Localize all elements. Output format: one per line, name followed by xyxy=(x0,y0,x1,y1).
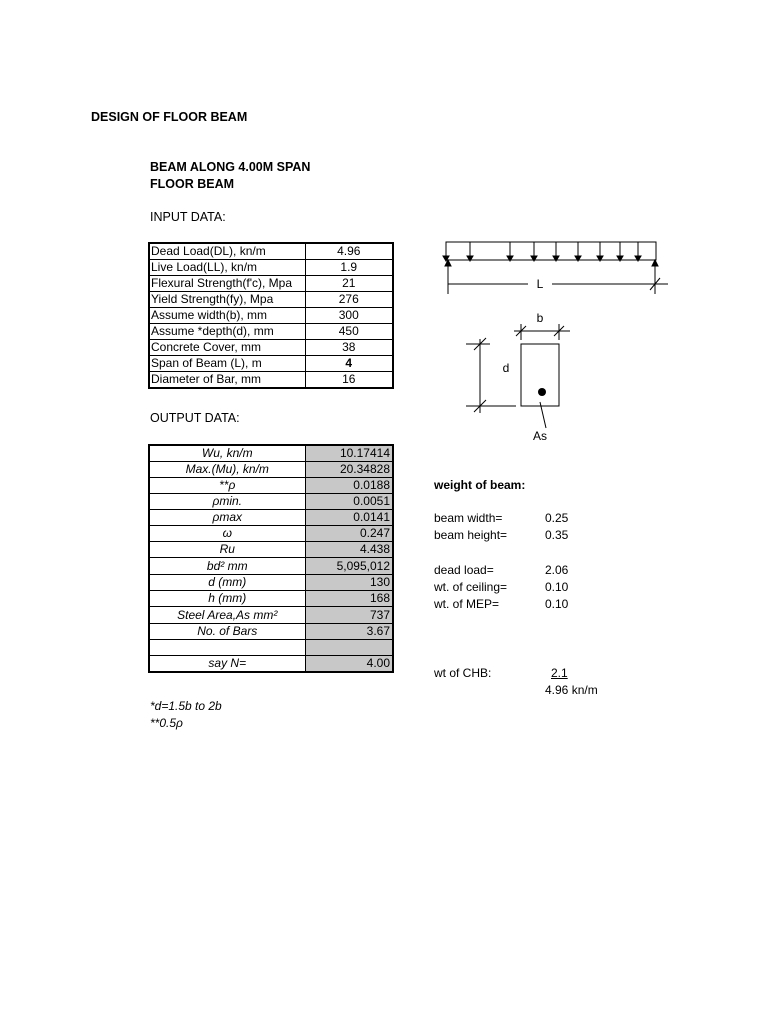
input-label: Span of Beam (L), m xyxy=(149,356,305,372)
note-depth: *d=1.5b to 2b xyxy=(150,699,222,713)
output-label: Max.(Mu), kn/m xyxy=(149,462,305,478)
output-value: 3.67 xyxy=(305,624,393,640)
output-row xyxy=(149,558,393,575)
beam-span-heading: BEAM ALONG 4.00M SPAN xyxy=(150,160,311,174)
output-label: ρmax xyxy=(149,510,305,526)
input-data-label: INPUT DATA: xyxy=(150,210,226,224)
input-row xyxy=(149,292,393,308)
distributed-load-box xyxy=(446,242,656,260)
output-row xyxy=(149,526,393,542)
beam-load-diagram xyxy=(430,232,680,304)
input-label: Assume width(b), mm xyxy=(149,308,305,324)
output-label: h (mm) xyxy=(149,591,305,607)
input-label: Flexural Strength(f'c), Mpa xyxy=(149,276,305,292)
output-row xyxy=(149,575,393,591)
input-row xyxy=(149,260,393,276)
floor-beam-heading: FLOOR BEAM xyxy=(150,177,235,191)
output-label: d (mm) xyxy=(149,575,305,591)
output-row xyxy=(149,591,393,607)
input-data-table xyxy=(148,242,394,389)
depth-label: d xyxy=(502,361,510,375)
span-dimension-line xyxy=(448,278,668,290)
width-label: b xyxy=(536,311,544,325)
span-label: L xyxy=(536,277,544,291)
input-label: Assume *depth(d), mm xyxy=(149,324,305,340)
input-value: 300 xyxy=(305,308,393,324)
input-value: 276 xyxy=(305,292,393,308)
output-value: 5,095,012 xyxy=(305,558,393,575)
input-label: Concrete Cover, mm xyxy=(149,340,305,356)
output-label: Steel Area,As mm² xyxy=(149,607,305,624)
dead-load-label: dead load= xyxy=(434,563,494,577)
input-value: 450 xyxy=(305,324,393,340)
output-label xyxy=(149,640,305,656)
load-arrows xyxy=(443,242,641,261)
chb-value: 2.1 xyxy=(551,666,568,680)
input-row xyxy=(149,276,393,292)
input-value: 38 xyxy=(305,340,393,356)
output-row xyxy=(149,640,393,656)
input-value: 4.96 xyxy=(305,243,393,260)
output-label: ω xyxy=(149,526,305,542)
output-row xyxy=(149,624,393,640)
output-label: No. of Bars xyxy=(149,624,305,640)
output-value: 0.0051 xyxy=(305,494,393,510)
output-value xyxy=(305,640,393,656)
note-rho: **0.5ρ xyxy=(150,716,183,730)
output-value: 4.00 xyxy=(305,655,393,672)
beam-section-diagram xyxy=(460,306,580,446)
input-row xyxy=(149,324,393,340)
chb-label: wt of CHB: xyxy=(434,666,492,680)
input-value: 16 xyxy=(305,372,393,389)
output-label: Wu, kn/m xyxy=(149,445,305,462)
output-row xyxy=(149,445,393,462)
output-row xyxy=(149,462,393,478)
output-value: 0.0188 xyxy=(305,478,393,494)
output-row xyxy=(149,478,393,494)
output-value: 10.17414 xyxy=(305,445,393,462)
dead-load-value: 2.06 xyxy=(545,563,569,577)
weight-of-beam-heading: weight of beam: xyxy=(434,478,526,492)
ceiling-label: wt. of ceiling= xyxy=(434,580,508,594)
rebar-dot xyxy=(538,388,546,396)
input-row xyxy=(149,356,393,372)
input-label: Dead Load(DL), kn/m xyxy=(149,243,305,260)
output-value: 0.247 xyxy=(305,526,393,542)
beam-height-value: 0.35 xyxy=(545,528,569,542)
mep-value: 0.10 xyxy=(545,597,569,611)
output-value: 0.0141 xyxy=(305,510,393,526)
input-row xyxy=(149,372,393,389)
input-value: 4 xyxy=(305,356,393,372)
width-dimension-line xyxy=(514,324,570,340)
support-reactions xyxy=(445,260,658,294)
output-row xyxy=(149,542,393,558)
input-value: 21 xyxy=(305,276,393,292)
output-row xyxy=(149,655,393,672)
beam-width-label: beam width= xyxy=(434,511,503,525)
output-label: say N= xyxy=(149,655,305,672)
total-dead-load: 4.96 kn/m xyxy=(545,683,598,697)
input-row xyxy=(149,340,393,356)
beam-width-value: 0.25 xyxy=(545,511,569,525)
output-value: 130 xyxy=(305,575,393,591)
input-label: Yield Strength(fy), Mpa xyxy=(149,292,305,308)
ceiling-value: 0.10 xyxy=(545,580,569,594)
output-value: 4.438 xyxy=(305,542,393,558)
output-value: 168 xyxy=(305,591,393,607)
output-data-table xyxy=(148,444,394,673)
page-title: DESIGN OF FLOOR BEAM xyxy=(91,110,248,124)
output-label: ρmin. xyxy=(149,494,305,510)
input-row xyxy=(149,243,393,260)
section-rectangle xyxy=(521,344,559,406)
input-label: Live Load(LL), kn/m xyxy=(149,260,305,276)
output-row xyxy=(149,494,393,510)
output-label: Ru xyxy=(149,542,305,558)
depth-dimension-line xyxy=(466,338,516,413)
input-value: 1.9 xyxy=(305,260,393,276)
input-label: Diameter of Bar, mm xyxy=(149,372,305,389)
output-label: bd² mm xyxy=(149,558,305,575)
input-row xyxy=(149,308,393,324)
output-row xyxy=(149,607,393,624)
output-data-label: OUTPUT DATA: xyxy=(150,411,240,425)
output-row xyxy=(149,510,393,526)
beam-height-label: beam height= xyxy=(434,528,508,542)
steel-area-label: As xyxy=(532,429,548,443)
output-value: 737 xyxy=(305,607,393,624)
output-value: 20.34828 xyxy=(305,462,393,478)
mep-label: wt. of MEP= xyxy=(434,597,500,611)
output-label: **ρ xyxy=(149,478,305,494)
